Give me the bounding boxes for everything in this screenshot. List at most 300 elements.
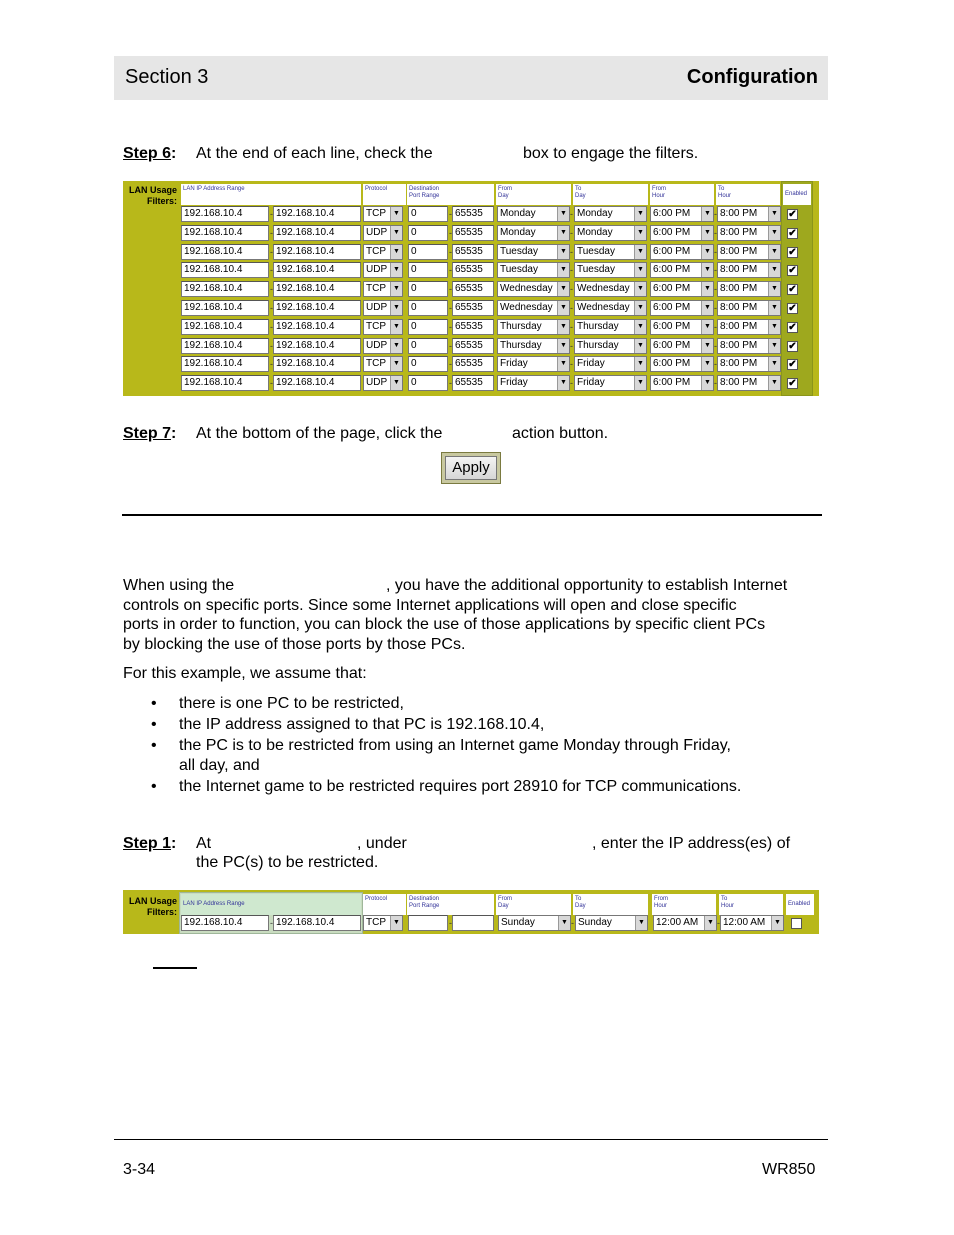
dropdown-arrow-icon[interactable]: ▼ (771, 916, 783, 930)
section-header (114, 56, 828, 100)
ip-to-input[interactable] (273, 281, 361, 297)
ip-to-input[interactable] (273, 915, 361, 931)
header2-from-hour (652, 894, 716, 915)
from-day-select[interactable] (497, 300, 570, 316)
port-from-input[interactable] (408, 319, 448, 335)
header2-to-hour-line2: Hour (721, 903, 735, 909)
apply-button-frame (441, 452, 501, 484)
from-day-select[interactable] (497, 262, 570, 278)
from-day-select[interactable] (497, 244, 570, 260)
range-separator: - (449, 378, 452, 389)
filter-row (123, 244, 819, 262)
dropdown-arrow-icon[interactable]: ▼ (768, 263, 780, 277)
dropdown-arrow-icon[interactable]: ▼ (701, 320, 713, 334)
to-day-select-value: Friday (577, 358, 605, 370)
header2-enabled-text: Enabled (788, 901, 811, 907)
protocol-select[interactable] (363, 319, 403, 335)
to-hour-select-value: 8:00 PM (720, 283, 758, 295)
header-from-day (496, 184, 571, 205)
range-separator: - (270, 265, 273, 276)
header2-from-hour-line1: From (654, 896, 668, 902)
from-day-select[interactable] (497, 206, 570, 222)
dropdown-arrow-icon[interactable]: ▼ (768, 376, 780, 390)
protocol-select-value: UDP (366, 377, 388, 389)
range-separator: - (570, 209, 573, 219)
dropdown-arrow-icon[interactable]: ▼ (701, 376, 713, 390)
ip-from-input[interactable] (181, 300, 269, 316)
header-from-hour (650, 184, 714, 205)
to-hour-select-value: 12:00 AM (723, 917, 766, 928)
dropdown-arrow-icon[interactable]: ▼ (390, 301, 402, 315)
step1-line (123, 834, 176, 854)
port-to-input[interactable] (452, 281, 494, 297)
lan-usage-label2-line2: Filters: (146, 907, 177, 917)
to-day-select[interactable] (574, 356, 647, 372)
range-separator: - (270, 340, 273, 351)
from-hour-select[interactable] (650, 338, 714, 354)
ip-from-input-value: 192.168.10.4 (184, 208, 243, 219)
port-from-input-value: 0 (411, 264, 417, 276)
protocol-select[interactable] (363, 375, 403, 391)
dropdown-arrow-icon[interactable]: ▼ (768, 282, 780, 296)
to-hour-select[interactable] (717, 262, 781, 278)
port-from-input[interactable] (408, 300, 448, 316)
header-protocol-text: Protocol (365, 186, 388, 192)
from-day-select-value: Monday (500, 226, 536, 238)
filter-row (123, 338, 819, 356)
dropdown-arrow-icon[interactable]: ▼ (634, 301, 646, 315)
dropdown-arrow-icon[interactable]: ▼ (704, 916, 716, 930)
ip-to-input[interactable] (273, 356, 361, 372)
from-hour-select[interactable] (650, 281, 714, 297)
protocol-select[interactable] (363, 281, 403, 297)
from-hour-select-value: 6:00 PM (653, 226, 691, 238)
to-hour-select[interactable] (717, 300, 781, 316)
ip-to-input-value: 192.168.10.4 (276, 917, 335, 928)
dropdown-arrow-icon[interactable]: ▼ (390, 376, 402, 390)
assume-text: For this example, we assume that: (123, 665, 367, 682)
intro-line4: by blocking the use of those ports by those PCs. (123, 636, 466, 653)
dropdown-arrow-icon[interactable]: ▼ (634, 226, 646, 240)
protocol-select-value: TCP (366, 320, 386, 332)
bullet-glyph-2: • (151, 716, 157, 733)
dropdown-arrow-icon[interactable]: ▼ (701, 301, 713, 315)
dropdown-arrow-icon[interactable]: ▼ (768, 226, 780, 240)
header-destination (407, 184, 494, 205)
to-hour-select[interactable] (717, 244, 781, 260)
dropdown-arrow-icon[interactable]: ▼ (634, 339, 646, 353)
header2-dest-line2: Port Range (409, 903, 440, 909)
dropdown-arrow-icon[interactable]: ▼ (557, 376, 569, 390)
dropdown-arrow-icon[interactable]: ▼ (634, 282, 646, 296)
enabled-checkbox[interactable]: ✔ (788, 265, 797, 277)
step1-text-b: , under (357, 835, 407, 852)
filter-row (123, 206, 819, 224)
dropdown-arrow-icon[interactable]: ▼ (768, 320, 780, 334)
to-hour-select-value: 8:00 PM (720, 208, 758, 219)
dropdown-arrow-icon[interactable]: ▼ (768, 207, 780, 221)
port-to-input-value: 65535 (455, 226, 483, 238)
range-separator: - (449, 340, 452, 351)
range-separator: - (449, 265, 452, 276)
from-hour-select[interactable] (650, 244, 714, 260)
port-from-input-value: 0 (411, 339, 417, 351)
ip-from-input-value: 192.168.10.4 (184, 377, 243, 389)
header2-to-day-line2: Day (575, 903, 586, 909)
port-from-input-value: 0 (411, 226, 417, 238)
port-from-input[interactable] (408, 206, 448, 222)
from-hour-select[interactable] (650, 356, 714, 372)
model-name: WR850 (762, 1161, 816, 1178)
port-from-input-value: 0 (411, 377, 417, 389)
dropdown-arrow-icon[interactable]: ▼ (701, 357, 713, 371)
to-day-select-value: Friday (577, 377, 605, 389)
range-separator: - (270, 378, 273, 389)
dropdown-arrow-icon[interactable]: ▼ (701, 207, 713, 221)
from-day-select-value: Tuesday (500, 245, 538, 257)
dropdown-arrow-icon[interactable]: ▼ (557, 320, 569, 334)
from-hour-select[interactable] (650, 300, 714, 316)
dropdown-arrow-icon[interactable]: ▼ (634, 207, 646, 221)
enabled-checkbox[interactable]: ✔ (788, 321, 797, 333)
ip-to-input[interactable] (273, 206, 361, 222)
range-separator: - (449, 246, 452, 257)
enabled-checkbox[interactable]: ✔ (788, 246, 797, 258)
to-hour-select-value: 8:00 PM (720, 245, 758, 257)
protocol-select[interactable] (363, 338, 403, 354)
enabled-checkbox[interactable]: ✔ (788, 303, 797, 314)
header2-ip-range (181, 894, 361, 915)
protocol-select[interactable] (363, 225, 403, 241)
dropdown-arrow-icon[interactable]: ▼ (390, 263, 402, 277)
range-separator: - (570, 321, 573, 332)
range-separator: - (714, 303, 717, 313)
ip-to-input-value: 192.168.10.4 (276, 283, 335, 295)
header-dest-line1: Destination (409, 186, 440, 192)
from-hour-select[interactable] (650, 375, 714, 391)
to-day-select-value: Thursday (577, 320, 619, 332)
bullet-glyph-4: • (151, 778, 157, 795)
from-day-select[interactable] (497, 375, 570, 391)
ip-from-input-value: 192.168.10.4 (184, 917, 243, 928)
header2-from-day (496, 894, 571, 915)
bullet-3-continued: all day, and (179, 757, 260, 774)
header-protocol (363, 184, 406, 205)
range-separator: - (570, 303, 573, 313)
from-day-select[interactable] (497, 356, 570, 372)
protocol-select[interactable] (363, 300, 403, 316)
port-from-input-value: 0 (411, 358, 417, 370)
from-day-select[interactable] (497, 319, 570, 335)
from-day-select[interactable] (498, 915, 571, 931)
to-day-select[interactable] (575, 915, 648, 931)
port-from-input[interactable] (408, 244, 448, 260)
ip-to-input[interactable] (273, 375, 361, 391)
range-separator: - (714, 340, 717, 351)
ip-from-input-value: 192.168.10.4 (184, 320, 243, 332)
lan-usage-label-line2: Filters: (146, 196, 177, 206)
from-hour-select[interactable] (650, 262, 714, 278)
from-day-select-value: Tuesday (500, 264, 538, 276)
range-separator: - (270, 359, 273, 370)
port-from-input[interactable] (408, 262, 448, 278)
from-day-select-value: Wednesday (500, 302, 553, 313)
port-from-input[interactable] (408, 338, 448, 354)
step1-text-c: , enter the IP address(es) of (592, 835, 791, 852)
range-separator: - (270, 246, 273, 257)
step7-colon: : (171, 425, 177, 442)
dropdown-arrow-icon[interactable]: ▼ (634, 357, 646, 371)
step6-text-a: At the end of each line, check the (196, 145, 433, 162)
range-separator: - (714, 209, 717, 219)
dropdown-arrow-icon[interactable]: ▼ (390, 245, 402, 259)
port-to-input-value: 65535 (455, 302, 483, 313)
header-ip-range (181, 184, 361, 205)
from-day-select-value: Thursday (500, 320, 542, 332)
dropdown-arrow-icon[interactable]: ▼ (557, 207, 569, 221)
enabled-checkbox[interactable]: ✔ (788, 209, 797, 220)
to-day-select-value: Monday (577, 208, 613, 219)
port-to-input[interactable] (452, 300, 494, 316)
enabled-checkbox[interactable] (791, 918, 802, 929)
dropdown-arrow-icon[interactable]: ▼ (768, 245, 780, 259)
dropdown-arrow-icon[interactable]: ▼ (390, 357, 402, 371)
dropdown-arrow-icon[interactable]: ▼ (390, 320, 402, 334)
from-hour-select[interactable] (650, 225, 714, 241)
step7-label: Step 7 (123, 425, 172, 442)
ip-from-input[interactable] (181, 262, 269, 278)
ip-to-input[interactable] (273, 262, 361, 278)
dropdown-arrow-icon[interactable]: ▼ (390, 282, 402, 296)
dropdown-arrow-icon[interactable]: ▼ (768, 339, 780, 353)
enabled-checkbox[interactable]: ✔ (788, 378, 797, 390)
dropdown-arrow-icon[interactable]: ▼ (390, 916, 402, 930)
dropdown-arrow-icon[interactable]: ▼ (558, 916, 570, 930)
dropdown-arrow-icon[interactable]: ▼ (557, 226, 569, 240)
to-day-select[interactable] (574, 319, 647, 335)
protocol-select-value: UDP (366, 302, 388, 313)
bullet-3: the PC is to be restricted from using an Internet game Monday through Friday, (179, 737, 731, 754)
header2-to-hour-line1: To (721, 896, 728, 902)
dropdown-arrow-icon[interactable]: ▼ (768, 357, 780, 371)
from-day-select[interactable] (497, 225, 570, 241)
to-hour-select[interactable] (717, 338, 781, 354)
dropdown-arrow-icon[interactable]: ▼ (557, 339, 569, 353)
ip-from-input-value: 192.168.10.4 (184, 339, 243, 351)
protocol-select[interactable] (363, 915, 403, 931)
to-hour-select[interactable] (720, 915, 784, 931)
ip-to-input[interactable] (273, 244, 361, 260)
to-hour-select[interactable] (717, 225, 781, 241)
section-number: Section 3 (125, 66, 209, 88)
ip-from-input[interactable] (181, 356, 269, 372)
header2-enabled (786, 894, 814, 915)
range-separator: - (571, 918, 574, 928)
filter-row (123, 319, 819, 337)
dropdown-arrow-icon[interactable]: ▼ (634, 245, 646, 259)
bullet-4: the Internet game to be restricted requires port 28910 for TCP communications. (179, 778, 742, 795)
protocol-select-value: TCP (366, 917, 386, 928)
port-from-input-value: 0 (411, 320, 417, 332)
ip-from-input[interactable] (181, 281, 269, 297)
enabled-checkbox[interactable]: ✔ (788, 284, 797, 296)
ip-from-input[interactable] (181, 206, 269, 222)
protocol-select[interactable] (363, 206, 403, 222)
from-day-select[interactable] (497, 281, 570, 297)
to-hour-select[interactable] (717, 375, 781, 391)
header-dest-line2: Port Range (409, 193, 440, 199)
header2-destination (407, 894, 494, 915)
port-to-input-value: 65535 (455, 358, 483, 370)
to-hour-select[interactable] (717, 319, 781, 335)
range-separator: - (270, 227, 273, 238)
dropdown-arrow-icon[interactable]: ▼ (390, 226, 402, 240)
ip-from-input[interactable] (181, 338, 269, 354)
to-day-select[interactable] (574, 244, 647, 260)
port-to-input[interactable] (452, 244, 494, 260)
header2-from-day-line2: Day (498, 903, 509, 909)
ip-from-input[interactable] (181, 319, 269, 335)
to-hour-select[interactable] (717, 356, 781, 372)
port-to-input[interactable] (452, 338, 494, 354)
header2-dest-line1: Destination (409, 896, 440, 902)
bullet-2: the IP address assigned to that PC is 192.168.10.4, (179, 716, 545, 733)
ip-to-input-value: 192.168.10.4 (276, 302, 335, 313)
port-from-input[interactable] (408, 281, 448, 297)
range-separator: - (449, 918, 452, 928)
port-from-input[interactable] (408, 915, 448, 931)
header-to-hour (716, 184, 780, 205)
port-from-input-value: 0 (411, 283, 417, 295)
from-hour-select-value: 6:00 PM (653, 208, 691, 219)
ip-to-input[interactable] (273, 319, 361, 335)
range-separator: - (714, 378, 717, 389)
ip-from-input[interactable] (181, 244, 269, 260)
port-from-input[interactable] (408, 375, 448, 391)
lan-usage-label-line1: LAN Usage (128, 185, 177, 195)
dropdown-arrow-icon[interactable]: ▼ (634, 376, 646, 390)
from-hour-select[interactable] (650, 206, 714, 222)
ip-from-input-value: 192.168.10.4 (184, 264, 243, 276)
range-separator: - (570, 246, 573, 257)
dropdown-arrow-icon[interactable]: ▼ (390, 339, 402, 353)
port-to-input[interactable] (452, 319, 494, 335)
range-separator: - (449, 209, 452, 219)
ip-to-input[interactable] (273, 300, 361, 316)
from-hour-select-value: 6:00 PM (653, 377, 691, 389)
range-separator: - (270, 321, 273, 332)
protocol-select[interactable] (363, 262, 403, 278)
range-separator: - (714, 227, 717, 238)
dropdown-arrow-icon[interactable]: ▼ (635, 916, 647, 930)
dropdown-arrow-icon[interactable]: ▼ (634, 320, 646, 334)
dropdown-arrow-icon[interactable]: ▼ (701, 282, 713, 296)
enabled-checkbox[interactable]: ✔ (788, 359, 797, 371)
port-to-input[interactable] (452, 262, 494, 278)
dropdown-arrow-icon[interactable]: ▼ (768, 301, 780, 315)
ip-from-input-value: 192.168.10.4 (184, 302, 243, 313)
port-to-input[interactable] (452, 375, 494, 391)
ip-from-input[interactable] (181, 225, 269, 241)
to-day-select-value: Tuesday (577, 264, 615, 276)
to-day-select[interactable] (574, 262, 647, 278)
port-from-input[interactable] (408, 356, 448, 372)
ip-to-input[interactable] (273, 338, 361, 354)
dropdown-arrow-icon[interactable]: ▼ (390, 207, 402, 221)
from-hour-select[interactable] (653, 915, 717, 931)
dropdown-arrow-icon[interactable]: ▼ (557, 263, 569, 277)
to-hour-select[interactable] (717, 206, 781, 222)
bullet-glyph-3: • (151, 737, 157, 754)
ip-from-input[interactable] (181, 915, 269, 931)
header-ip-range-text: LAN IP Address Range (183, 186, 245, 192)
to-day-select[interactable] (574, 338, 647, 354)
bullet-glyph-1: • (151, 695, 157, 712)
apply-button[interactable]: Apply (445, 456, 497, 480)
to-day-select[interactable] (574, 300, 647, 316)
header-from-day-line1: From (498, 186, 512, 192)
port-to-input[interactable] (452, 206, 494, 222)
to-day-select[interactable] (574, 375, 647, 391)
dropdown-arrow-icon[interactable]: ▼ (634, 263, 646, 277)
header2-to-day-line1: To (575, 896, 582, 902)
port-from-input-value: 0 (411, 208, 417, 219)
dropdown-arrow-icon[interactable]: ▼ (557, 357, 569, 371)
enabled-checkbox[interactable]: ✔ (788, 227, 797, 239)
dropdown-arrow-icon[interactable]: ▼ (557, 282, 569, 296)
port-to-input[interactable] (452, 356, 494, 372)
port-to-input[interactable] (452, 915, 494, 931)
ip-to-input-value: 192.168.10.4 (276, 208, 335, 219)
ip-from-input[interactable] (181, 375, 269, 391)
protocol-select[interactable] (363, 244, 403, 260)
intro-line1-a: When using the (123, 577, 235, 594)
from-hour-select[interactable] (650, 319, 714, 335)
header2-ip-range-text: LAN IP Address Range (183, 901, 245, 907)
port-from-input[interactable] (408, 225, 448, 241)
protocol-select-value: UDP (366, 264, 388, 276)
range-separator: - (714, 284, 717, 295)
to-hour-select-value: 8:00 PM (720, 226, 758, 238)
ip-to-input-value: 192.168.10.4 (276, 264, 335, 276)
range-separator: - (717, 918, 720, 928)
to-day-select-value: Sunday (578, 917, 612, 928)
protocol-select[interactable] (363, 356, 403, 372)
ip-to-input[interactable] (273, 225, 361, 241)
dropdown-arrow-icon[interactable]: ▼ (557, 245, 569, 259)
filter-row (123, 262, 819, 280)
to-day-select[interactable] (574, 281, 647, 297)
intro-line3: ports in order to function, you can block the use of those applications by specific client PCs (123, 616, 766, 633)
range-separator: - (570, 227, 573, 238)
to-day-select[interactable] (574, 206, 647, 222)
dropdown-arrow-icon[interactable]: ▼ (701, 226, 713, 240)
port-to-input[interactable] (452, 225, 494, 241)
protocol-select-value: UDP (366, 339, 388, 351)
range-separator: - (449, 303, 452, 313)
to-hour-select[interactable] (717, 281, 781, 297)
dropdown-arrow-icon[interactable]: ▼ (701, 245, 713, 259)
enabled-checkbox[interactable]: ✔ (788, 340, 797, 352)
header2-protocol (363, 894, 406, 915)
from-day-select[interactable] (497, 338, 570, 354)
to-hour-select-value: 8:00 PM (720, 377, 758, 389)
to-day-select[interactable] (574, 225, 647, 241)
dropdown-arrow-icon[interactable]: ▼ (701, 339, 713, 353)
from-day-select-value: Friday (500, 358, 528, 370)
dropdown-arrow-icon[interactable]: ▼ (557, 301, 569, 315)
dropdown-arrow-icon[interactable]: ▼ (701, 263, 713, 277)
